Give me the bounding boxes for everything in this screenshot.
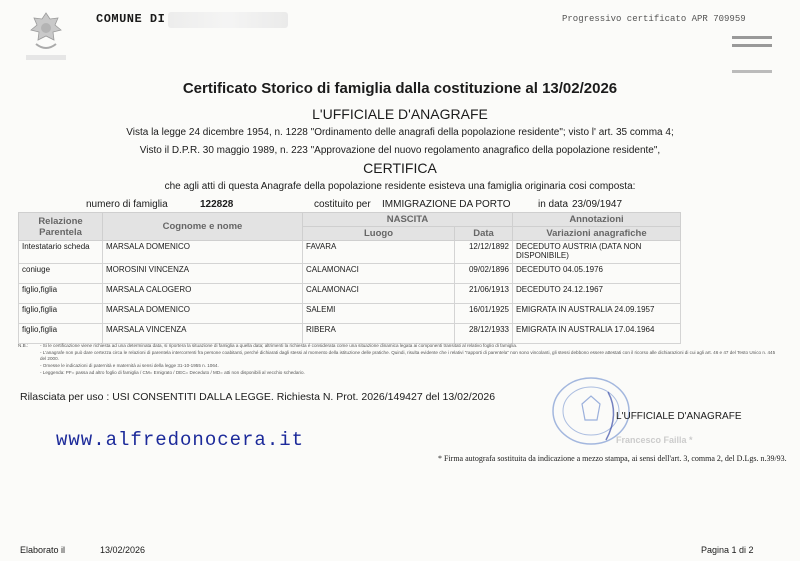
redacted-subheader xyxy=(26,55,66,60)
table-row xyxy=(19,324,681,344)
state-emblem-icon xyxy=(28,10,64,54)
cell-luogo: CALAMONACI xyxy=(303,284,455,304)
cell-relazione: figlio,figlia xyxy=(19,304,103,324)
costituito-value: IMMIGRAZIONE DA PORTO xyxy=(382,199,511,210)
cell-note: EMIGRATA IN AUSTRALIA 17.04.1964 xyxy=(513,324,681,344)
website-watermark: www.alfredonocera.it xyxy=(56,429,305,451)
cell-luogo: SALEMI xyxy=(303,304,455,324)
cell-data: 12/12/1892 xyxy=(455,241,513,264)
table-row xyxy=(19,264,681,284)
notes-block xyxy=(18,342,778,377)
cell-note: EMIGRATA IN AUSTRALIA 24.09.1957 xyxy=(513,304,681,324)
cell-nome: MARSALA DOMENICO xyxy=(103,241,303,264)
data-label: in data xyxy=(538,199,569,210)
ufficiale-signature-label: L'UFFICIALE D'ANAGRAFE xyxy=(616,411,742,422)
redacted-mark xyxy=(732,44,772,47)
family-info-row xyxy=(86,199,726,213)
cell-relazione: figlio,figlia xyxy=(19,324,103,344)
composta-text: che agli atti di questa Anagrafe della popolazione residente esisteva una famiglia originaria cosi composta: xyxy=(164,181,636,192)
header-cognome: Cognome e nome xyxy=(103,213,303,241)
cell-note: DECEDUTO 04.05.1976 xyxy=(513,264,681,284)
table-row xyxy=(19,241,681,264)
document-title: Certificato Storico di famiglia dalla costituzione al 13/02/2026 xyxy=(182,80,618,97)
header-nascita: NASCITA xyxy=(303,213,513,227)
redacted-mark xyxy=(732,36,772,39)
note-2: - L'anagrafe non può dare certezza circa le relazioni di parentela intercorrenti fra persone coabitanti, perché dichiarati dagli stessi al momento della istituzione delle pratiche. Quindi, risulta evidente che i relativi "rapporti di parentela" non sono vincolanti, gli stessi debbono essere attestati con il ricorso alle dichiarazioni di cui agli art. 46 e 47 del Testo Unico n. 445 del 2000. xyxy=(40,349,776,361)
data-value: 23/09/1947 xyxy=(572,199,623,210)
header-luogo: Luogo xyxy=(303,227,455,241)
costituito-label: costituito per xyxy=(314,199,371,210)
notes-lead: N.B.: xyxy=(18,343,29,348)
table-row xyxy=(19,284,681,304)
redacted-mark xyxy=(732,70,772,73)
firma-note: * Firma autografa sostituita da indicazione a mezzo stampa, ai sensi dell'art. 3, comma 2, del D.Lgs. n.39/93. xyxy=(438,454,787,463)
table-row xyxy=(19,304,681,324)
elaborato-date: 13/02/2026 xyxy=(100,545,146,555)
cell-data: 28/12/1933 xyxy=(455,324,513,344)
vista-legge: Vista la legge 24 dicembre 1954, n. 1228 "Ordinamento delle anagrafi della popolazione residente"; visto l' art. 35 comma 4; xyxy=(126,127,674,138)
page-indicator: Pagina 1 di 2 xyxy=(701,545,754,555)
firmatario-name: Francesco Failla * xyxy=(616,435,693,445)
cell-nome: MARSALA DOMENICO xyxy=(103,304,303,324)
family-table xyxy=(18,212,681,344)
cell-relazione: figlio,figlia xyxy=(19,284,103,304)
cell-data: 21/06/1913 xyxy=(455,284,513,304)
elaborato-label: Elaborato il xyxy=(20,545,66,555)
header-variazioni: Variazioni anagrafiche xyxy=(513,227,681,241)
progressivo-certificato: Progressivo certificato APR 709959 xyxy=(562,14,746,24)
cell-note: DECEDUTO AUSTRIA (DATA NON DISPONIBILE) xyxy=(513,241,681,264)
cell-nome: MOROSINI VINCENZA xyxy=(103,264,303,284)
certifica-heading: CERTIFICA xyxy=(363,160,437,176)
cell-luogo: FAVARA xyxy=(303,241,455,264)
cell-nome: MARSALA VINCENZA xyxy=(103,324,303,344)
cell-luogo: CALAMONACI xyxy=(303,264,455,284)
header-annotazioni: Annotazioni xyxy=(513,213,681,227)
rilasciata-text: Rilasciata per uso : USI CONSENTITI DALLA LEGGE. Richiesta N. Prot. 2026/149427 del 13/02/2026 xyxy=(20,391,496,403)
redacted-comune-name xyxy=(168,12,288,28)
note-4: - Leggenda: PF= passa ad altro foglio di famiglia / CM= Emigrato / DEC= Deceduto / MD= atti non disponibili al vecchio schedario. xyxy=(40,370,305,375)
visto-dpr: Visto il D.P.R. 30 maggio 1989, n. 223 "Approvazione del nuovo regolamento anagrafico della popolazione residente", xyxy=(139,145,661,156)
comune-label: COMUNE DI xyxy=(96,12,166,26)
note-3: - Omesse le indicazioni di paternità e maternità ai sensi della legge 31-10-1955 n. 1064. xyxy=(40,362,219,368)
cell-luogo: RIBERA xyxy=(303,324,455,344)
ufficiale-heading: L'UFFICIALE D'ANAGRAFE xyxy=(312,106,488,122)
cell-note: DECEDUTO 24.12.1967 xyxy=(513,284,681,304)
cell-relazione: Intestatario scheda xyxy=(19,241,103,264)
cell-relazione: coniuge xyxy=(19,264,103,284)
numero-value: 122828 xyxy=(200,199,234,210)
header-data: Data xyxy=(455,227,513,241)
cell-nome: MARSALA CALOGERO xyxy=(103,284,303,304)
cell-data: 16/01/1925 xyxy=(455,304,513,324)
cell-data: 09/02/1896 xyxy=(455,264,513,284)
note-1: - Si le certificazione viene richiesta ad una determinata data, si riportera la situazione di famiglia a quella data; altrimenti la richiesta é considerata come una situazione dinamica legata ai componenti transitati al relativo foglio di famiglia. xyxy=(40,343,518,348)
header-relazione: Relazione Parentela xyxy=(19,213,103,241)
numero-label: numero di famiglia xyxy=(86,199,168,210)
